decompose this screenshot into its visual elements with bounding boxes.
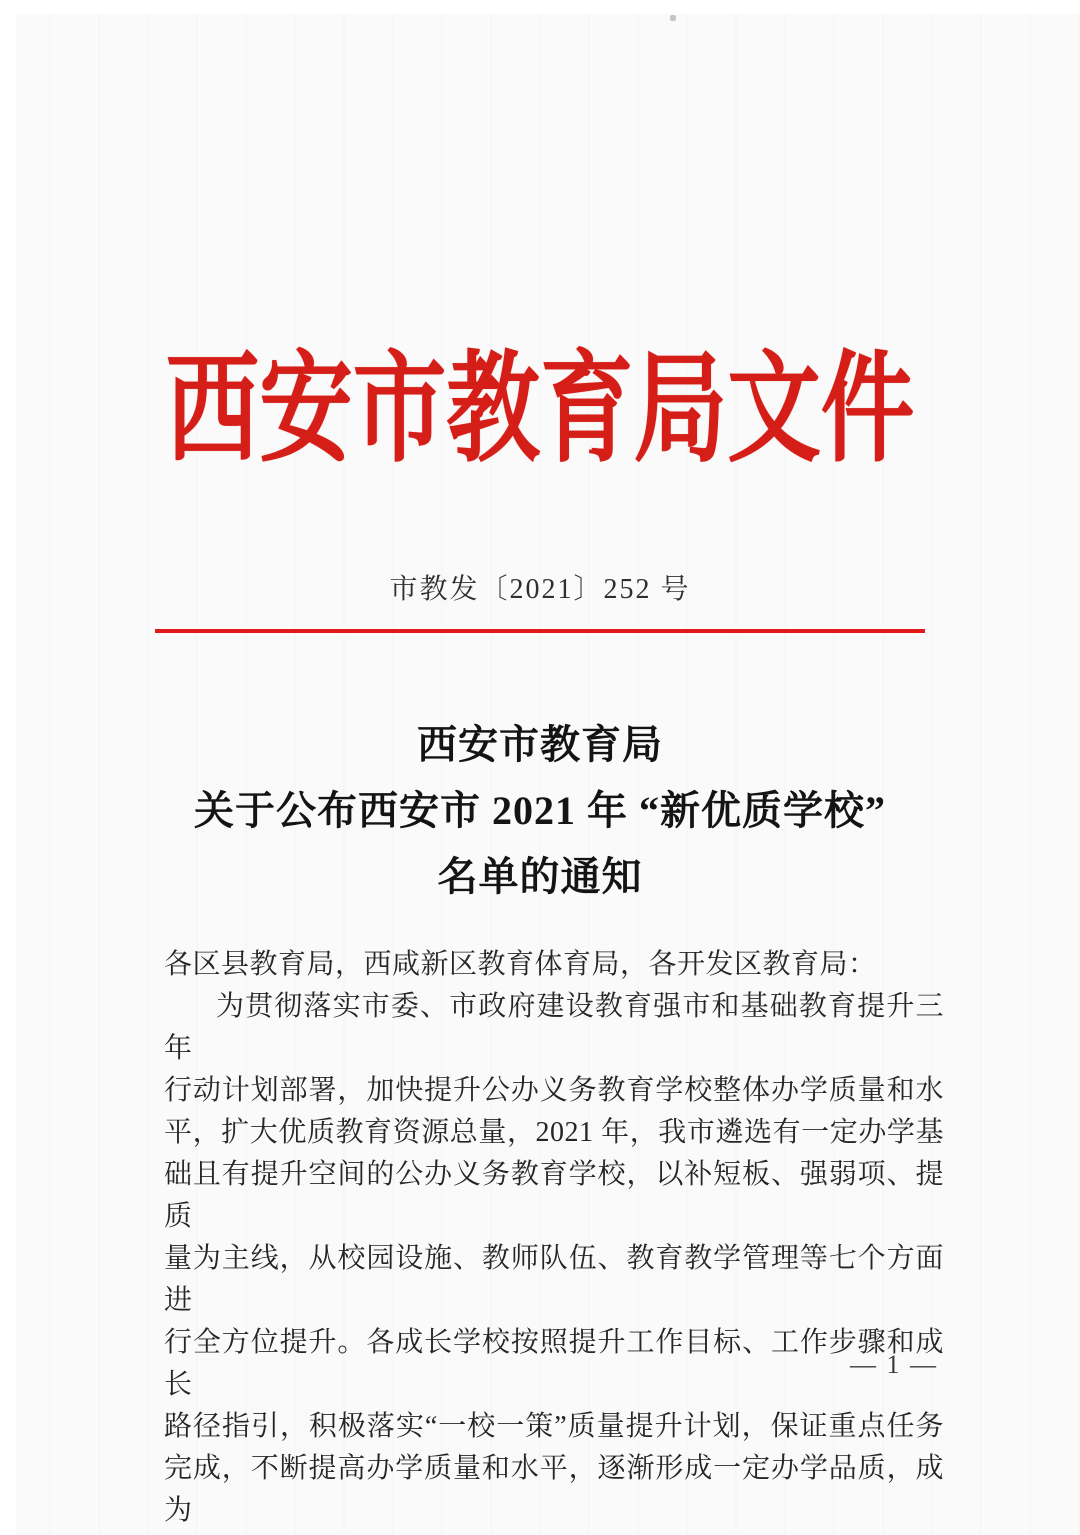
scan-speck [670, 15, 676, 21]
page-number: — 1 — [850, 1350, 938, 1379]
document-body [164, 944, 944, 1532]
body-line: 行全方位提升。各成长学校按照提升工作目标、工作步骤和成长 [164, 1327, 944, 1400]
salutation-line: 各区县教育局，西咸新区教育体育局，各开发区教育局： [164, 949, 877, 980]
body-line: 完成，不断提高办学质量和水平，逐渐形成一定办学品质，成为 [164, 1453, 944, 1526]
body-line: 础且有提升空间的公办义务教育学校，以补短板、强弱项、提质 [164, 1159, 944, 1232]
doc-title [0, 712, 1080, 910]
body-line: 行动计划部署，加快提升公办义务教育学校整体办学质量和水 [164, 1075, 944, 1106]
body-line: 平，扩大优质教育资源总量，2021 年，我市遴选有一定办学基 [164, 1117, 944, 1148]
scan-edge-top [0, 0, 1080, 14]
doc-title-line-3: 名单的通知 [437, 854, 643, 899]
agency-header-title: 西安市教育局文件 [165, 343, 915, 476]
doc-title-line-1: 西安市教育局 [417, 722, 663, 767]
doc-number: 市教发〔2021〕252 号 [389, 574, 691, 605]
body-line: 为贯彻落实市委、市政府建设教育强市和基础教育提升三年 [164, 991, 944, 1064]
body-line: 路径指引，积极落实“一校一策”质量提升计划，保证重点任务 [164, 1411, 944, 1442]
red-divider-rule [155, 629, 925, 633]
doc-title-line-2: 关于公布西安市 2021 年 “新优质学校” [194, 788, 886, 833]
body-line: 量为主线，从校园设施、教师队伍、教育教学管理等七个方面进 [164, 1243, 944, 1316]
